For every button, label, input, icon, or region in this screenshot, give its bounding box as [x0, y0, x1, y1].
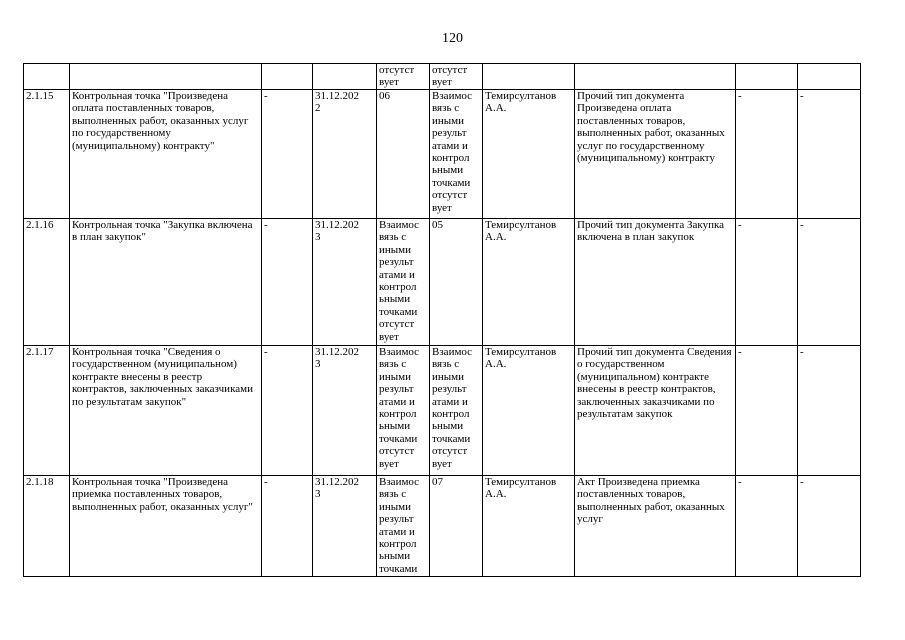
dash-cell — [262, 64, 313, 90]
dash-cell: - — [262, 346, 313, 476]
dash-cell: - — [262, 476, 313, 577]
relation-cell-b: Взаимос вязь с иными результ атами и контрол ьными точками отсутст вует — [430, 90, 483, 219]
document-cell: Прочий тип документа Закупка включена в план закупок — [575, 219, 736, 346]
extra-cell-b: - — [798, 219, 861, 346]
document-cell — [575, 64, 736, 90]
responsible-cell — [483, 64, 575, 90]
extra-cell-b: - — [798, 90, 861, 219]
relation-cell-b: 05 — [430, 219, 483, 346]
extra-cell-a: - — [736, 346, 798, 476]
title-cell: Контрольная точка "Сведения о государственном (муниципальном) контракте внесены в реестр контрактов, заключенных заказчиками по результатам закупок" — [70, 346, 262, 476]
title-cell — [70, 64, 262, 90]
title-cell: Контрольная точка "Произведена приемка поставленных товаров, выполненных работ, оказанных услуг" — [70, 476, 262, 577]
row-number-cell: 2.1.16 — [24, 219, 70, 346]
extra-cell-a: - — [736, 90, 798, 219]
page-number: 120 — [442, 31, 463, 46]
table-row — [24, 346, 861, 476]
table-row — [24, 90, 861, 219]
extra-cell-b: - — [798, 346, 861, 476]
dash-cell: - — [262, 219, 313, 346]
dash-cell: - — [262, 90, 313, 219]
date-cell — [313, 64, 377, 90]
row-number-cell: 2.1.17 — [24, 346, 70, 476]
document-cell: Прочий тип документа Произведена оплата поставленных товаров, выполненных работ, оказанных услуг по государственному (муниципальному) контракту — [575, 90, 736, 219]
date-cell: 31.12.202 3 — [313, 346, 377, 476]
document-cell: Акт Произведена приемка поставленных товаров, выполненных работ, оказанных услуг — [575, 476, 736, 577]
extra-cell-a: - — [736, 476, 798, 577]
relation-cell-a: 06 — [377, 90, 430, 219]
relation-cell-a: Взаимос вязь с иными результ атами и контрол ьными точками — [377, 476, 430, 577]
relation-cell-a: Взаимос вязь с иными результ атами и контрол ьными точками отсутст вует — [377, 219, 430, 346]
table-row — [24, 64, 861, 90]
title-cell: Контрольная точка "Закупка включена в план закупок" — [70, 219, 262, 346]
table-row — [24, 476, 861, 577]
row-number-cell — [24, 64, 70, 90]
extra-cell-b: - — [798, 476, 861, 577]
extra-cell-a — [736, 64, 798, 90]
row-number-cell: 2.1.18 — [24, 476, 70, 577]
responsible-cell: Темирсултанов А.А. — [483, 219, 575, 346]
relation-cell-a: Взаимос вязь с иными результ атами и контрол ьными точками отсутст вует — [377, 346, 430, 476]
responsible-cell: Темирсултанов А.А. — [483, 90, 575, 219]
title-cell: Контрольная точка "Произведена оплата поставленных товаров, выполненных работ, оказанных услуг по государственному (муниципальному) контракту" — [70, 90, 262, 219]
responsible-cell: Темирсултанов А.А. — [483, 346, 575, 476]
row-number-cell: 2.1.15 — [24, 90, 70, 219]
date-cell: 31.12.202 3 — [313, 476, 377, 577]
extra-cell-b — [798, 64, 861, 90]
relation-cell-b: отсутст вует — [430, 64, 483, 90]
date-cell: 31.12.202 2 — [313, 90, 377, 219]
date-cell: 31.12.202 3 — [313, 219, 377, 346]
table-row — [24, 219, 861, 346]
relation-cell-b: 07 — [430, 476, 483, 577]
document-cell: Прочий тип документа Сведения о государственном (муниципальном) контракте внесены в реестр контрактов, заключенных заказчиками по результатам закупок — [575, 346, 736, 476]
extra-cell-a: - — [736, 219, 798, 346]
control-points-table — [23, 63, 861, 577]
relation-cell-b: Взаимос вязь с иными результ атами и контрол ьными точками отсутст вует — [430, 346, 483, 476]
responsible-cell: Темирсултанов А.А. — [483, 476, 575, 577]
relation-cell-a: отсутст вует — [377, 64, 430, 90]
